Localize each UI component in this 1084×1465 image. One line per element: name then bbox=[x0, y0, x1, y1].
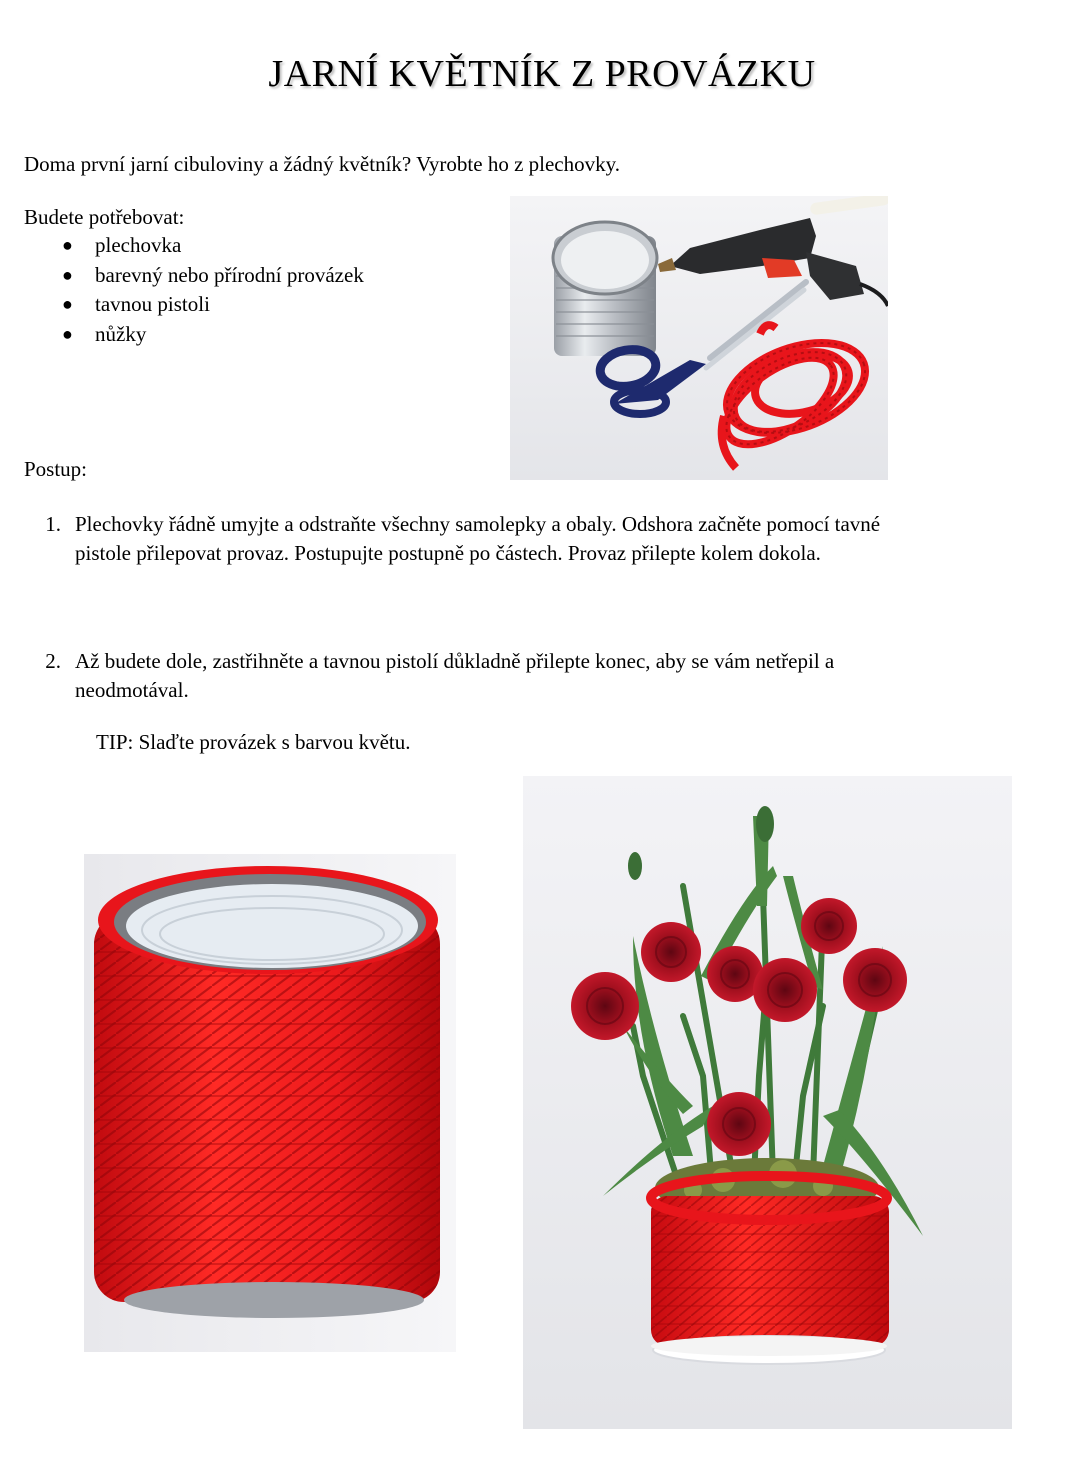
bullet-icon: ● bbox=[62, 235, 73, 256]
list-item: ● nůžky bbox=[62, 320, 364, 350]
page-title: JARNÍ KVĚTNÍK Z PROVÁZKU bbox=[268, 53, 816, 95]
tip-text: TIP: Slaďte provázek s barvou květu. bbox=[96, 730, 411, 754]
intro-text: Doma první jarní cibuloviny a žádný květník? Vyrobte ho z plechovky. bbox=[24, 152, 621, 176]
rope-can-photo bbox=[84, 854, 456, 1352]
procedure-heading: Postup: bbox=[24, 457, 88, 481]
step-text: pistole přilepovat provaz. Postupujte postupně po částech. Provaz přilepte kolem dokola. bbox=[75, 541, 821, 565]
step-number: 1. bbox=[45, 512, 61, 536]
step-text: neodmotával. bbox=[75, 678, 189, 702]
list-item: ● plechovka bbox=[62, 231, 364, 261]
materials-heading: Budete potřebovat: bbox=[24, 205, 185, 229]
step-2 bbox=[24, 647, 834, 705]
list-item: ● tavnou pistoli bbox=[62, 290, 364, 320]
materials-photo bbox=[510, 196, 888, 480]
step-text: Plechovky řádně umyjte a odstraňte všechny samolepky a obaly. Odshora začněte pomocí tavné bbox=[75, 512, 881, 536]
bullet-icon: ● bbox=[62, 323, 73, 344]
step-number: 2. bbox=[45, 649, 61, 673]
step-text: Až budete dole, zastřihněte a tavnou pistolí důkladně přilepte konec, aby se vám netřepil a bbox=[75, 649, 835, 673]
materials-list bbox=[62, 231, 364, 349]
bullet-icon: ● bbox=[62, 294, 73, 315]
list-item: ● barevný nebo přírodní provázek bbox=[62, 261, 364, 291]
bullet-icon: ● bbox=[62, 264, 73, 285]
flower-pot-photo bbox=[523, 776, 1012, 1429]
step-1 bbox=[24, 510, 880, 568]
